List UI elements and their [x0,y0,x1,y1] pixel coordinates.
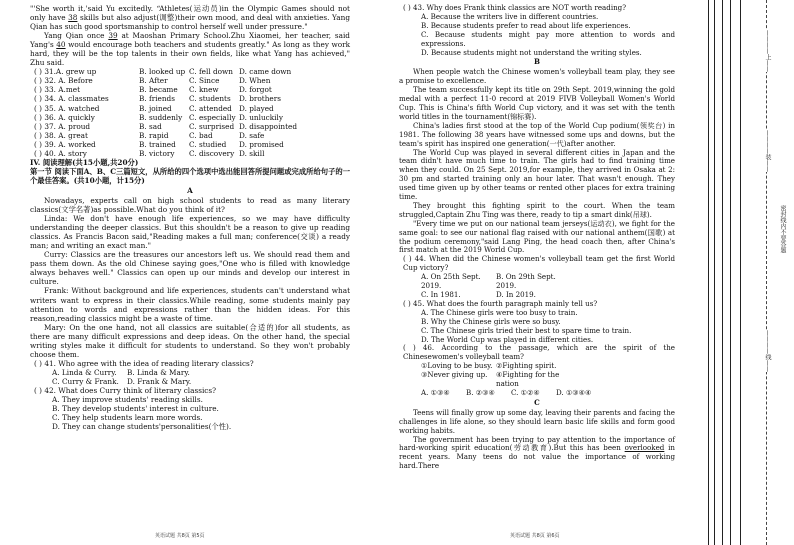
question-44: ( ) 44. When did the Chinese women's volleyball team get the first World Cup victory? [403,254,675,273]
question-43: ( ) 43. Why does Frank think classics are NOT worth reading? [403,3,627,12]
binding-line [714,0,715,545]
option[interactable]: C. especially [189,112,236,122]
option[interactable]: C. They help students learn more words. [52,413,203,423]
option[interactable]: B. friends [139,94,175,104]
option[interactable]: D. Because students might not understand the writing styles. [421,47,642,57]
cloze-option-row [34,131,350,140]
question-number-option[interactable]: ( ) 32. A. Before [34,76,93,86]
binding-line [740,0,741,545]
paragraph: When people watch the Chinese women's volleyball team play, they see a promise to excellence. [399,67,675,86]
item: ①Loving to be busy. [421,361,493,371]
binding-line [708,0,709,545]
paragraph: The team successfully kept its title on 29th Sept. 2019,winning the gold medal with a perfect 11-0 record at 2019 FIVB Volleyball Women's World Cup. This is China's fifth World Cup victory, and it was set with the tenth world titles in the tournament(锦标赛). [399,85,675,121]
option[interactable]: D. came down [239,67,292,77]
item: ④Fighting for the nation [496,370,560,389]
question-number-option[interactable]: ( ) 35. A. watched [34,103,100,113]
margin-notice: 密封线内不要答题 [779,205,786,253]
cloze-option-row [34,104,350,113]
option[interactable]: C. Since [189,76,220,86]
option[interactable]: B. Linda & Mary. [127,367,190,377]
cloze-option-row [34,67,350,76]
option[interactable]: C. surprised [189,121,235,131]
text: skills but also adjust(调整)their own mood, and deal with anxieties. Yang Qian has such good sportsmanship to control herself well under pressure." [30,13,351,32]
option[interactable]: B. After [139,76,168,86]
binding-margin [700,0,794,545]
item: ③Never giving up. [421,370,488,380]
option[interactable]: D. safe [239,130,265,140]
passage-label: A [187,185,193,195]
option[interactable]: D. brothers [239,94,281,104]
paragraph: Teens will finally grow up some day, leaving their parents and facing the challenges in life alone, so they should learn basic life skills and form good working habits. [399,407,675,435]
paragraph [399,436,675,472]
option[interactable]: C. studied [189,139,227,149]
paragraph: Curry: Classics are the treasures our ancestors left us. We should read them and pass them down. As the old Chinese saying goes,"One who is filled with knowledge always behaves well." Classics can open up our minds and develop our interest in culture. [30,250,350,287]
text: at Maoshan Primary School.Zhu Xiaomei, her teacher, said Yang's [30,31,350,50]
option[interactable]: D. forgot [239,85,272,95]
question-46-options [421,389,675,398]
section-title: IV. 阅读理解(共15小题,共20分) [30,157,139,167]
option[interactable]: D. skill [239,148,265,158]
left-column [30,4,350,431]
text: would encourage both teachers and students greatly." As long as they work hard, they will be the top talents in their own fields, like what Yang has achieved," Zhu said. [30,40,351,68]
cut-line [766,0,767,545]
cloze-option-row [34,76,350,85]
page-footer-left: 英语试题 共8页 第5页 [155,533,205,539]
question-number-option[interactable]: ( ) 37. A. proud [34,121,91,131]
paragraph: The World Cup was played in several different cities in Japan and the team didn't have much time to train. The girls had to find training time when they could. On 25 Sept. 2019,for example, they arrived in Osaka at 2: 30 pm and started training only an hour later. That wasn't enough. They used time given up by other teams or rented other places for extra training time. [399,147,675,202]
option[interactable]: B. rapid [139,130,169,140]
option[interactable]: A. ①③④ [421,387,450,397]
option[interactable]: D. Frank & Mary. [127,376,192,386]
option[interactable]: B. sad [139,121,162,131]
question-number-option[interactable]: ( ) 33. A.met [34,85,81,95]
question-42: ( ) 42. What does Curry think of literary classics? [34,385,217,395]
question-number-option[interactable]: ( ) 39. A. worked [34,139,96,149]
option[interactable]: A. The Chinese girls were too busy to train. [421,307,578,317]
option[interactable]: C. In 1981. [421,290,461,299]
option[interactable]: C. fell down [189,67,233,77]
option[interactable]: B. ②③④ [466,387,495,397]
question-number-option[interactable]: ( ) 34. A. classmates [34,94,109,104]
option[interactable]: B. became [139,85,178,95]
option[interactable]: C. The Chinese girls tried their best to spare time to train. [421,325,632,335]
paragraph [30,31,350,67]
option[interactable]: D. In 2019. [496,290,536,299]
blank: 38 [68,13,78,23]
question-44-options [421,273,675,300]
option[interactable]: D. played [239,103,274,113]
option[interactable]: A. Because the writers live in different countries. [421,11,599,21]
paragraph: China's ladies first stood at the top of the World Cup podium(领奖台) in 1981. The following 38 years have witnessed some ups and downs, but the team's spirit has inspired one generation(一代)after another. [399,120,675,148]
option[interactable]: C. bad [189,130,213,140]
paragraph: Nowadays, experts call on high school students to read as many literary classics(文学名著)as possible.What do you think of it? [30,195,350,215]
question-45: ( ) 45. What does the fourth paragraph mainly tell us? [403,298,598,308]
option[interactable]: D. unluckily [239,112,283,122]
option[interactable]: A. They improve students' reading skills. [52,395,203,405]
cloze-option-row [34,113,350,122]
question-number-option[interactable]: ( ) 31.A. grew up [34,67,97,77]
binding-line [730,0,731,545]
option[interactable]: D. They can change students'personalities(个性). [52,422,232,432]
option[interactable]: B. Why the Chinese girls were so busy. [421,316,561,326]
option[interactable]: B. looked up [139,67,186,77]
margin-label-line: ————线—— [764,330,771,372]
option[interactable]: C. Curry & Frank. [52,376,119,386]
option[interactable]: C. students [189,94,231,104]
paragraph: "Every time we put on our national team jerseys(运动衣), we fight for the same goal: to see our national flag raised with our national anthem(国歌) at the podium ceremony,"said Lang Ping, the head coach then, after China's first match at the 2019 World Cup. [399,218,675,255]
cloze-option-row [34,140,350,149]
option[interactable]: D. disappointed [239,121,298,131]
paragraph: Linda: We don't have enough life experiences, so we may have difficulty understanding the deeper classics. But this shouldn't be a reason to give up reading classics. As Francis Bacon said,"Reading makes a full man; conference(交谈) a ready man; and writing an exact man." [30,214,350,251]
option[interactable]: B. They develop students' interest in culture. [52,404,219,414]
option[interactable]: D. The World Cup was played in different cities. [421,334,594,344]
item: ②Fighting spirit. [496,361,557,371]
binding-line [722,0,723,545]
question-number-option[interactable]: ( ) 36. A. quickly [34,112,95,122]
paragraph: They brought this fighting spirit to the court. When the team struggled,Captain Zhu Ting was there, ready to tip a smart dink(吊球). [399,200,675,219]
option[interactable]: C. attended [189,103,232,113]
text: "'She worth it,'said Yu excitedly. “Athletes(运动员)in the Olympic Games should not only have [30,4,350,23]
page-footer-right: 英语试题 共8页 第6页 [510,533,560,539]
text: The government has been trying to pay attention to the importance of hard-working spirit education(劳动教育).But this has been [399,434,675,453]
blank: 40 [56,40,66,50]
option[interactable]: A. Linda & Curry. [52,367,117,377]
option[interactable]: D. When [239,76,271,86]
question-number-option[interactable]: ( ) 38. A. great [34,130,88,140]
question-41: ( ) 41. Who agree with the idea of reading literary classics? [34,358,254,368]
right-column [399,4,675,471]
option[interactable]: B. On 29th Sept. 2019. [496,272,556,291]
option[interactable]: B. trained [139,139,176,149]
option[interactable]: B. joined [139,103,172,113]
paragraph: Mary: On the one hand, not all classics are suitable(合适的)for all students, as there are many difficult expressions and deep ideas. On the other hand, the special writing styles make it difficult for students to understand. So they won't probably choose them. [30,322,350,359]
option[interactable]: C. knew [189,85,219,95]
paragraph [30,4,350,31]
cloze-option-row [34,85,350,94]
question-46: ( ) 46. According to the passage, which are the spirit of the Chinesewomen's volleyball team? [403,343,675,362]
passage-label: C [534,397,540,407]
option[interactable]: B. Because students prefer to read about life experiences. [421,20,631,30]
option[interactable]: C. Because students might pay more attention to words and expressions. [421,29,675,48]
option[interactable]: C. ①②④ [511,387,540,397]
text: in recent years. Many teens do not value the importance of working hard.There [399,443,675,471]
question-number-option[interactable]: ( ) 40. A. story [34,148,87,158]
text: Yang Qian once [44,31,105,41]
option[interactable]: D. promised [239,139,284,149]
cloze-option-row [34,94,350,103]
option[interactable]: D. ①③④④ [556,387,592,397]
paragraph: Frank: Without background and life experiences, students can't understand what writers want to express in their classics.While reading, some students mainly pay attention to words and expressions rather than the hidden ideas. For this reason,reading classics might be a waste of time. [30,286,350,323]
cloze-options [30,67,350,157]
option[interactable]: B. victory [139,148,175,158]
passage-label: B [534,57,540,67]
margin-label-mid: ————装—— [764,130,771,172]
question-41-options [52,368,350,386]
cloze-option-row [34,122,350,131]
question-46-items [421,362,675,389]
option[interactable]: C. discovery [189,148,235,158]
margin-label-top: ————上—— [764,30,771,72]
cloze-option-row [34,149,350,158]
underlined-word: overlooked [624,443,665,453]
option[interactable]: A. On 25th Sept. 2019. [421,272,481,291]
blank: 39 [108,31,118,41]
section-instructions: 第一节 阅读下面A、B、C三篇短文，从所给的四个选项中选出能回答所提问题或完成所给句子的一个最佳答案。(共10小题，计15分) [30,166,350,185]
option[interactable]: B. suddenly [139,112,183,122]
